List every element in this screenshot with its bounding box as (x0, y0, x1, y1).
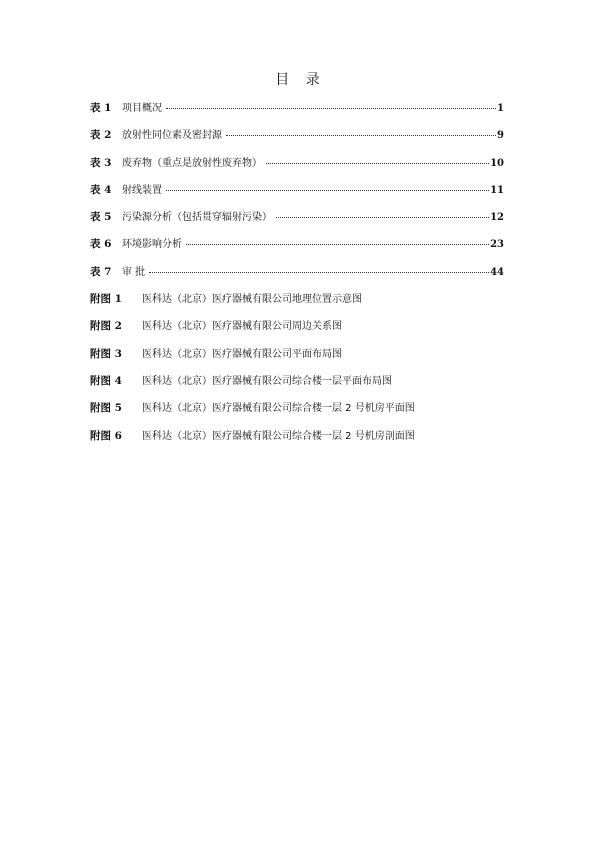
attachment-title: 医科达（北京）医疗器械有限公司周边关系图 (142, 321, 342, 333)
attachment-entry[interactable] (90, 373, 504, 389)
toc-entry-number: 表 2 (90, 129, 112, 142)
toc-entry-page: 9 (497, 130, 504, 142)
toc-entry[interactable] (90, 127, 504, 143)
toc-entry-number: 表 5 (90, 211, 112, 224)
dot-leader (186, 243, 489, 245)
toc-entry-title: 审 批 (122, 266, 146, 278)
toc-entry-title: 放射性同位素及密封源 (122, 130, 222, 142)
attachment-entry[interactable] (90, 291, 504, 307)
toc-entry-number: 表 1 (90, 102, 112, 114)
dot-leader (166, 189, 489, 191)
toc-entry-title: 射线装置 (122, 184, 162, 196)
attachment-entry[interactable] (90, 428, 504, 444)
attachment-entry[interactable] (90, 400, 504, 416)
attachment-title: 医科达（北京）医疗器械有限公司综合楼一层平面布局图 (142, 375, 392, 387)
attachment-entry[interactable] (90, 346, 504, 362)
toc-entry-page: 44 (490, 266, 504, 278)
toc-entry-number: 表 6 (90, 238, 112, 251)
toc-entry[interactable] (90, 264, 504, 280)
toc-entry[interactable] (90, 236, 504, 252)
attachment-title: 医科达（北京）医疗器械有限公司综合楼一层 2 号机房平面图 (142, 403, 415, 415)
attachment-number: 附图 3 (90, 347, 122, 360)
dot-leader (166, 107, 496, 109)
table-of-contents (90, 100, 504, 455)
toc-entry[interactable] (90, 182, 504, 198)
dot-leader (226, 134, 496, 136)
attachment-number: 附图 6 (90, 429, 122, 442)
toc-entry-number: 表 7 (90, 265, 112, 278)
dot-leader (276, 216, 489, 218)
page-title: 目 录 (275, 72, 326, 88)
attachment-number: 附图 2 (90, 320, 122, 333)
toc-entry[interactable] (90, 209, 504, 225)
toc-entry[interactable] (90, 155, 504, 171)
toc-entry-title: 环境影响分析 (122, 239, 182, 251)
attachment-number: 附图 1 (90, 293, 122, 306)
toc-entry-number: 表 4 (90, 183, 112, 196)
dot-leader (266, 162, 489, 164)
attachment-number: 附图 5 (90, 402, 122, 415)
attachment-title: 医科达（北京）医疗器械有限公司平面布局图 (142, 348, 342, 360)
toc-entry-title: 项目概况 (122, 103, 162, 114)
attachment-title: 医科达（北京）医疗器械有限公司地理位置示意图 (142, 294, 362, 306)
dot-leader (149, 271, 489, 273)
toc-entry-page: 1 (497, 103, 504, 114)
toc-entry-page: 10 (490, 157, 504, 169)
attachment-entry[interactable] (90, 318, 504, 334)
toc-entry[interactable] (90, 100, 504, 116)
toc-entry-number: 表 3 (90, 156, 112, 169)
attachment-number: 附图 4 (90, 374, 122, 387)
toc-entry-page: 12 (490, 212, 504, 224)
toc-entry-page: 23 (490, 239, 504, 251)
attachment-title: 医科达（北京）医疗器械有限公司综合楼一层 2 号机房剖面图 (142, 430, 415, 442)
toc-entry-title: 污染源分析（包括贯穿辐射污染） (122, 212, 272, 224)
toc-entry-title: 废弃物（重点是放射性废弃物） (122, 157, 262, 169)
toc-entry-page: 11 (490, 184, 504, 196)
